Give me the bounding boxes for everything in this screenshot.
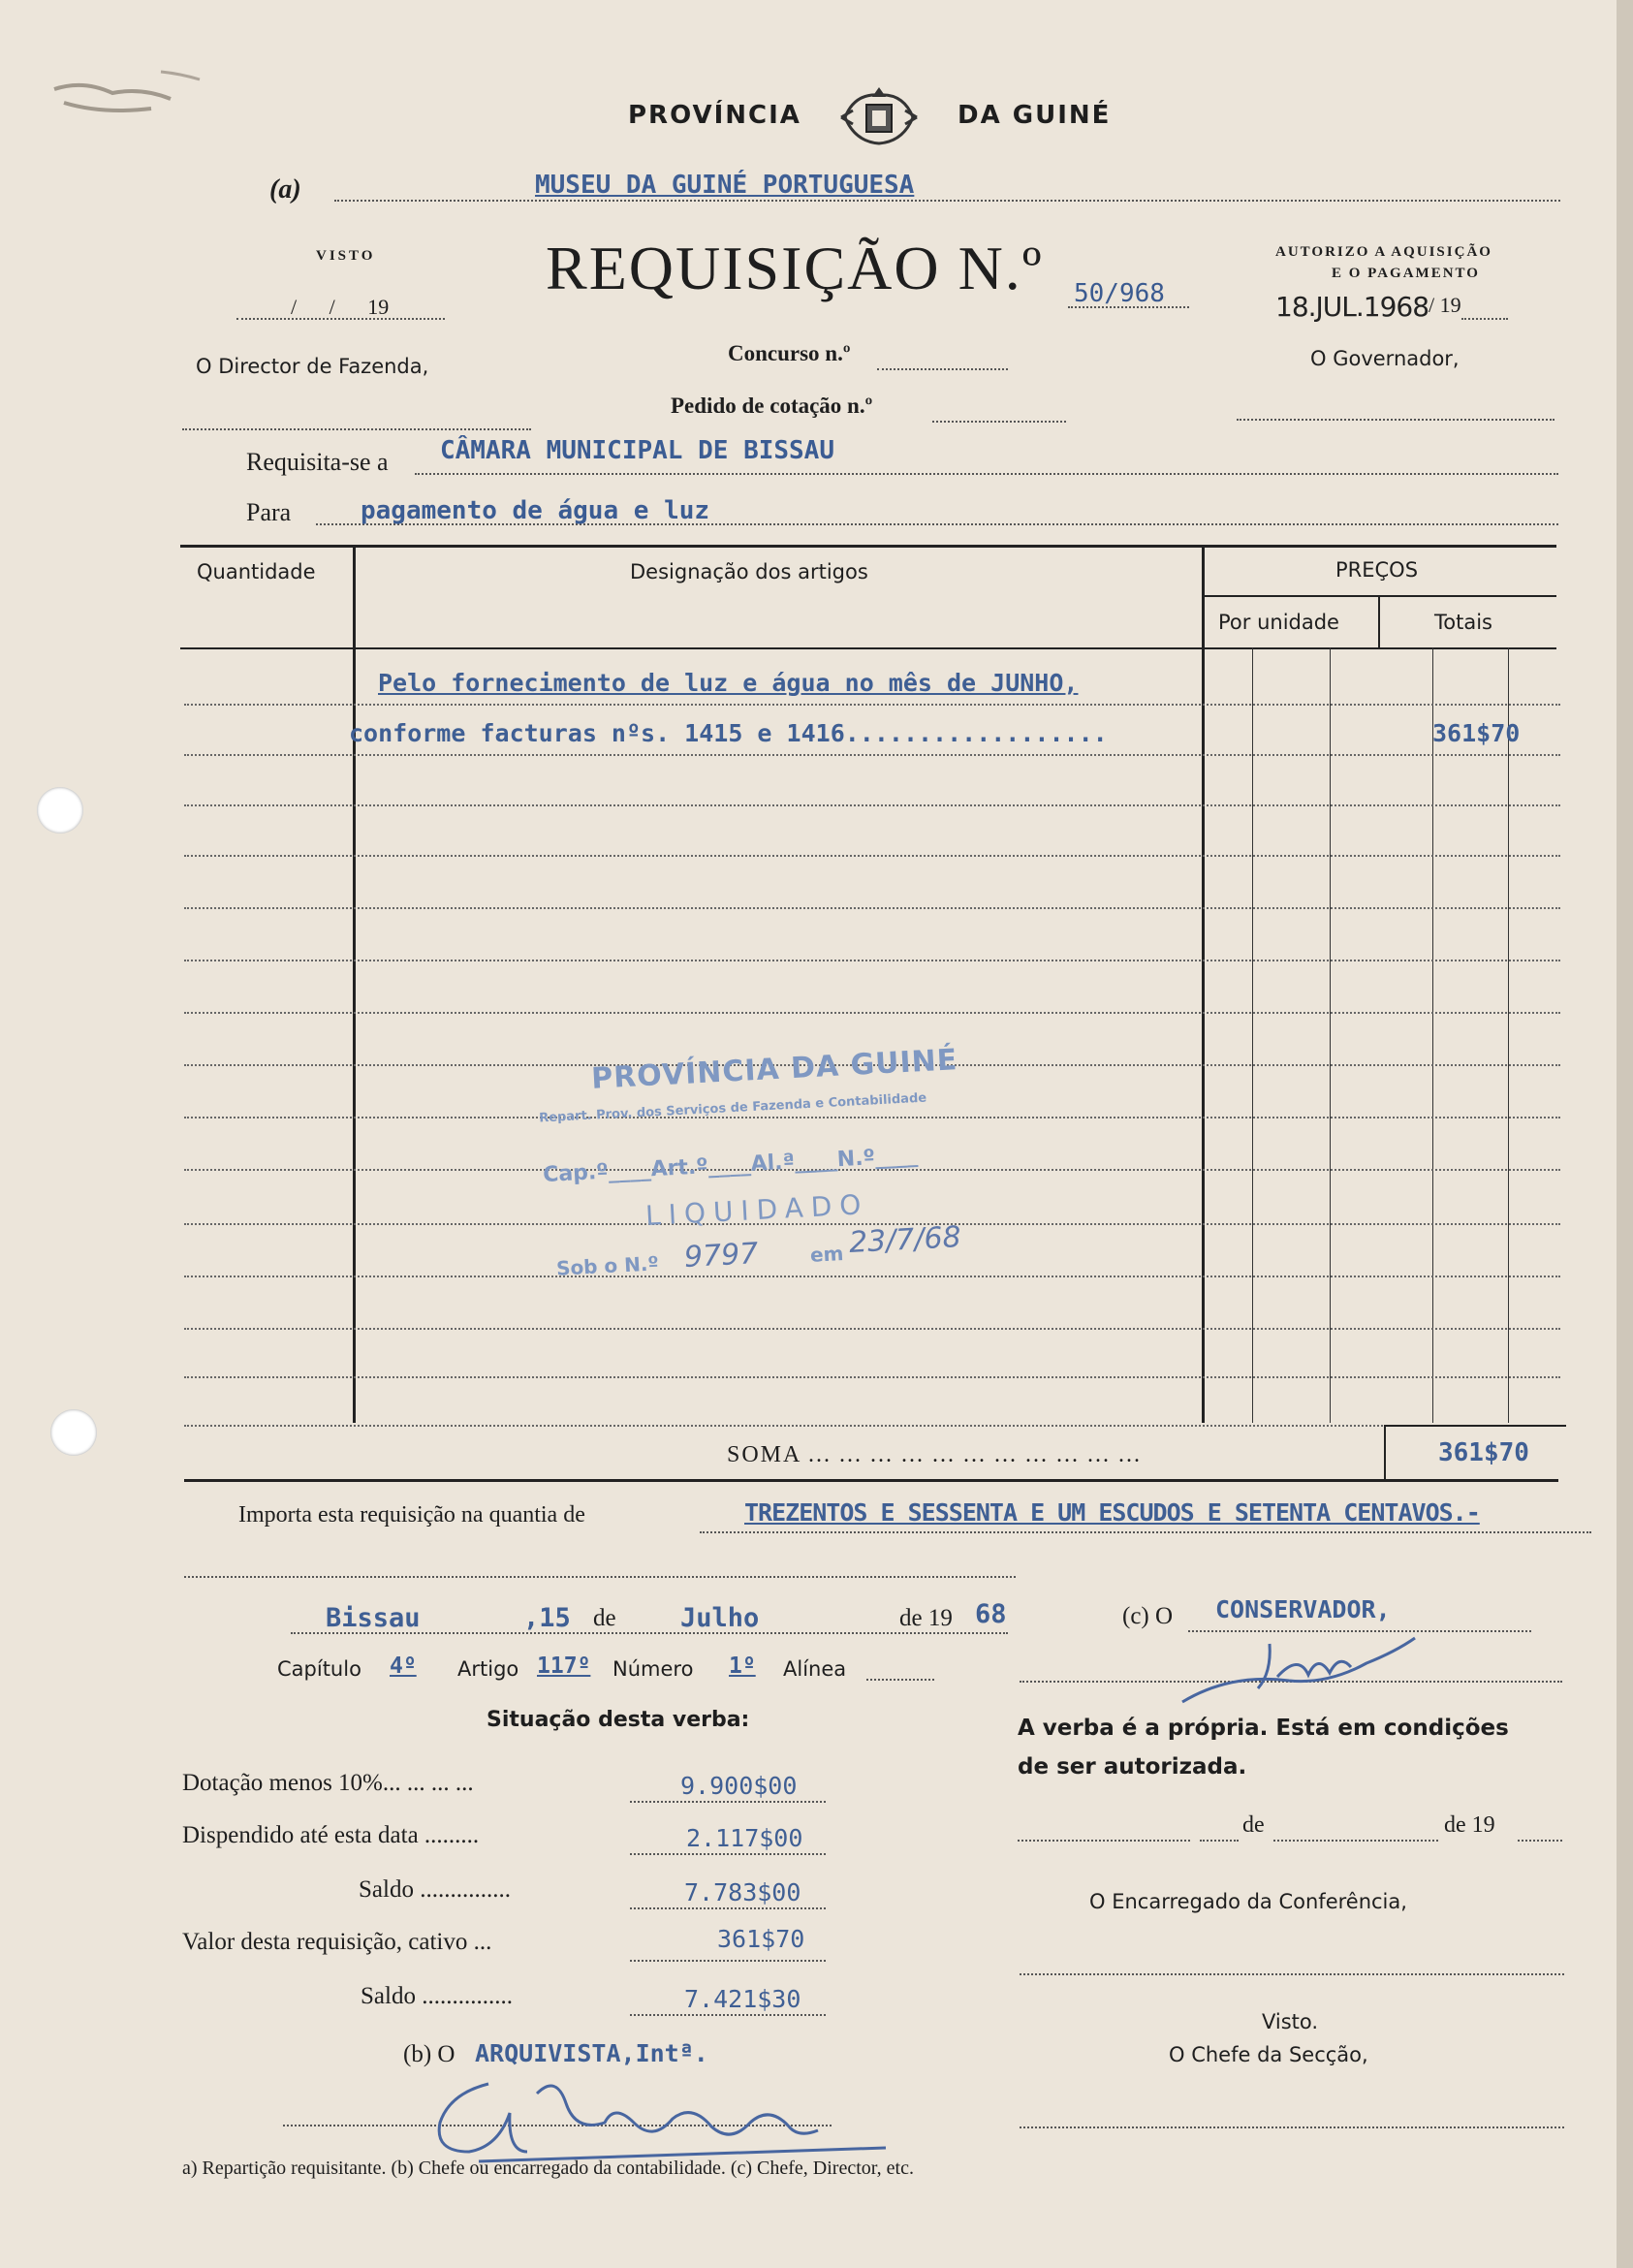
pedido-cotacao-label: Pedido de cotação n.º bbox=[671, 394, 873, 418]
autorizo-date-stamp: 18.JUL.1968 bbox=[1275, 291, 1429, 323]
arquivista-signature bbox=[421, 2055, 905, 2171]
place-bissau: Bissau bbox=[326, 1603, 421, 1633]
stamp-em-label: em bbox=[809, 1242, 845, 1267]
requisicao-title: REQUISIÇÃO N.º bbox=[546, 234, 1044, 302]
importa-value: TREZENTOS E SESSENTA E UM ESCUDOS E SETENTA CENTAVOS.- bbox=[744, 1498, 1480, 1527]
verba-visto: Visto. bbox=[1262, 2010, 1319, 2033]
punch-hole-top bbox=[37, 787, 83, 834]
header-da-guine: DA GUINÉ bbox=[958, 101, 1112, 130]
col-por-unidade: Por unidade bbox=[1218, 611, 1339, 634]
stamp-cap-line: Cap.º____Art.º____Al.ª____N.º____ bbox=[542, 1143, 919, 1188]
concurso-label: Concurso n.º bbox=[728, 341, 851, 365]
para-value: pagamento de água e luz bbox=[361, 496, 710, 525]
situacao-row-4-value: 361$70 bbox=[717, 1925, 805, 1953]
stamp-subtitle: Repart. Prov. dos Serviços de Fazenda e Contabilidade bbox=[538, 1090, 927, 1126]
date-day: ,15 bbox=[523, 1603, 571, 1633]
date-year: 68 bbox=[975, 1599, 1007, 1629]
artigo-label: Artigo bbox=[457, 1657, 519, 1681]
date-de-19: de 19 bbox=[899, 1605, 953, 1631]
para-label: Para bbox=[246, 498, 292, 526]
numero-label: Número bbox=[612, 1657, 694, 1681]
date-de-1: de bbox=[593, 1605, 616, 1631]
autorizo-line1: AUTORIZO A AQUISIÇÃO bbox=[1275, 244, 1492, 260]
situacao-row-2-label: Dispendido até esta data ......... bbox=[182, 1822, 480, 1848]
governador-label: O Governador, bbox=[1310, 347, 1460, 370]
artigo-value: 117º bbox=[537, 1654, 591, 1679]
stamp-title: PROVÍNCIA DA GUINÉ bbox=[590, 1043, 959, 1096]
verba-date-de-1: de bbox=[1242, 1812, 1265, 1838]
punch-hole-bottom bbox=[50, 1409, 97, 1456]
col-quantidade: Quantidade bbox=[197, 560, 316, 583]
situacao-title: Situação desta verba: bbox=[487, 1708, 750, 1732]
footnote: a) Repartição requisitante. (b) Chefe ou encarregado da contabilidade. (c) Chefe, Director, etc. bbox=[182, 2158, 914, 2179]
capitulo-value: 4º bbox=[390, 1654, 417, 1679]
verba-date-de-19: de 19 bbox=[1444, 1812, 1495, 1838]
col-designacao: Designação dos artigos bbox=[630, 560, 868, 583]
smudge-mark bbox=[45, 60, 209, 138]
encarregado-conferencia-label: O Encarregado da Conferência, bbox=[1089, 1890, 1407, 1913]
conservador-value: CONSERVADOR, bbox=[1215, 1595, 1391, 1623]
situacao-row-4-label: Valor desta requisição, cativo ... bbox=[182, 1929, 492, 1955]
situacao-row-3-value: 7.783$00 bbox=[684, 1878, 801, 1906]
verba-line-1: A verba é a própria. Está em condições bbox=[1018, 1716, 1509, 1741]
stamp-em-date: 23/7/68 bbox=[848, 1219, 962, 1261]
col-totais: Totais bbox=[1434, 611, 1492, 634]
coat-of-arms-icon bbox=[835, 83, 923, 151]
item-line-2: conforme facturas nºs. 1415 e 1416.................. bbox=[349, 719, 1108, 747]
autorizo-line2: E O PAGAMENTO bbox=[1332, 266, 1480, 281]
numero-value: 1º bbox=[729, 1654, 756, 1679]
item-line-1: Pelo fornecimento de luz e água no mês de JUNHO, bbox=[378, 669, 1079, 697]
verba-line-2: de ser autorizada. bbox=[1018, 1754, 1247, 1780]
item-line-2-total: 361$70 bbox=[1432, 719, 1521, 747]
requisitante-value: MUSEU DA GUINÉ PORTUGUESA bbox=[535, 171, 915, 200]
header-provincia: PROVÍNCIA bbox=[628, 101, 801, 130]
col-precos: PREÇOS bbox=[1335, 558, 1419, 582]
chefe-seccao-label: O Chefe da Secção, bbox=[1169, 2043, 1368, 2066]
requisitante-label: (a) bbox=[269, 174, 301, 205]
conservador-signature bbox=[1173, 1624, 1425, 1712]
alinea-label: Alínea bbox=[783, 1657, 847, 1681]
capitulo-label: Capítulo bbox=[277, 1657, 361, 1681]
stamp-sob-number: 9797 bbox=[683, 1237, 760, 1275]
arquivista-value: ARQUIVISTA,Intª. bbox=[475, 2039, 708, 2067]
date-month: Julho bbox=[680, 1603, 760, 1633]
soma-value: 361$70 bbox=[1438, 1438, 1529, 1467]
conservador-label: (c) O bbox=[1122, 1603, 1174, 1629]
visto-label: VISTO bbox=[316, 248, 376, 264]
situacao-row-1-label: Dotação menos 10%... ... ... ... bbox=[182, 1770, 474, 1796]
requisicao-number: 50/968 bbox=[1074, 279, 1165, 308]
director-fazenda-label: O Director de Fazenda, bbox=[196, 355, 429, 378]
autorizo-date-suffix: / 19 bbox=[1429, 293, 1461, 317]
visto-date-line: / / 19 bbox=[291, 295, 390, 319]
importa-label: Importa esta requisição na quantia de bbox=[238, 1502, 585, 1528]
requisita-se-label: Requisita-se a bbox=[246, 448, 389, 476]
situacao-row-5-value: 7.421$30 bbox=[684, 1985, 801, 2013]
stamp-liquidado: LIQUIDADO bbox=[644, 1187, 870, 1233]
arquivista-label: (b) O bbox=[403, 2041, 455, 2067]
requisita-se-value: CÂMARA MUNICIPAL DE BISSAU bbox=[440, 436, 834, 465]
situacao-row-2-value: 2.117$00 bbox=[686, 1824, 803, 1852]
situacao-row-3-label: Saldo ............... bbox=[359, 1876, 511, 1903]
situacao-row-5-label: Saldo ............... bbox=[361, 1983, 513, 2009]
stamp-sob-label: Sob o N.º bbox=[555, 1251, 660, 1280]
soma-label: SOMA ... ... ... ... ... ... ... ... ... ... ... bbox=[727, 1442, 1143, 1467]
situacao-row-1-value: 9.900$00 bbox=[680, 1772, 798, 1800]
